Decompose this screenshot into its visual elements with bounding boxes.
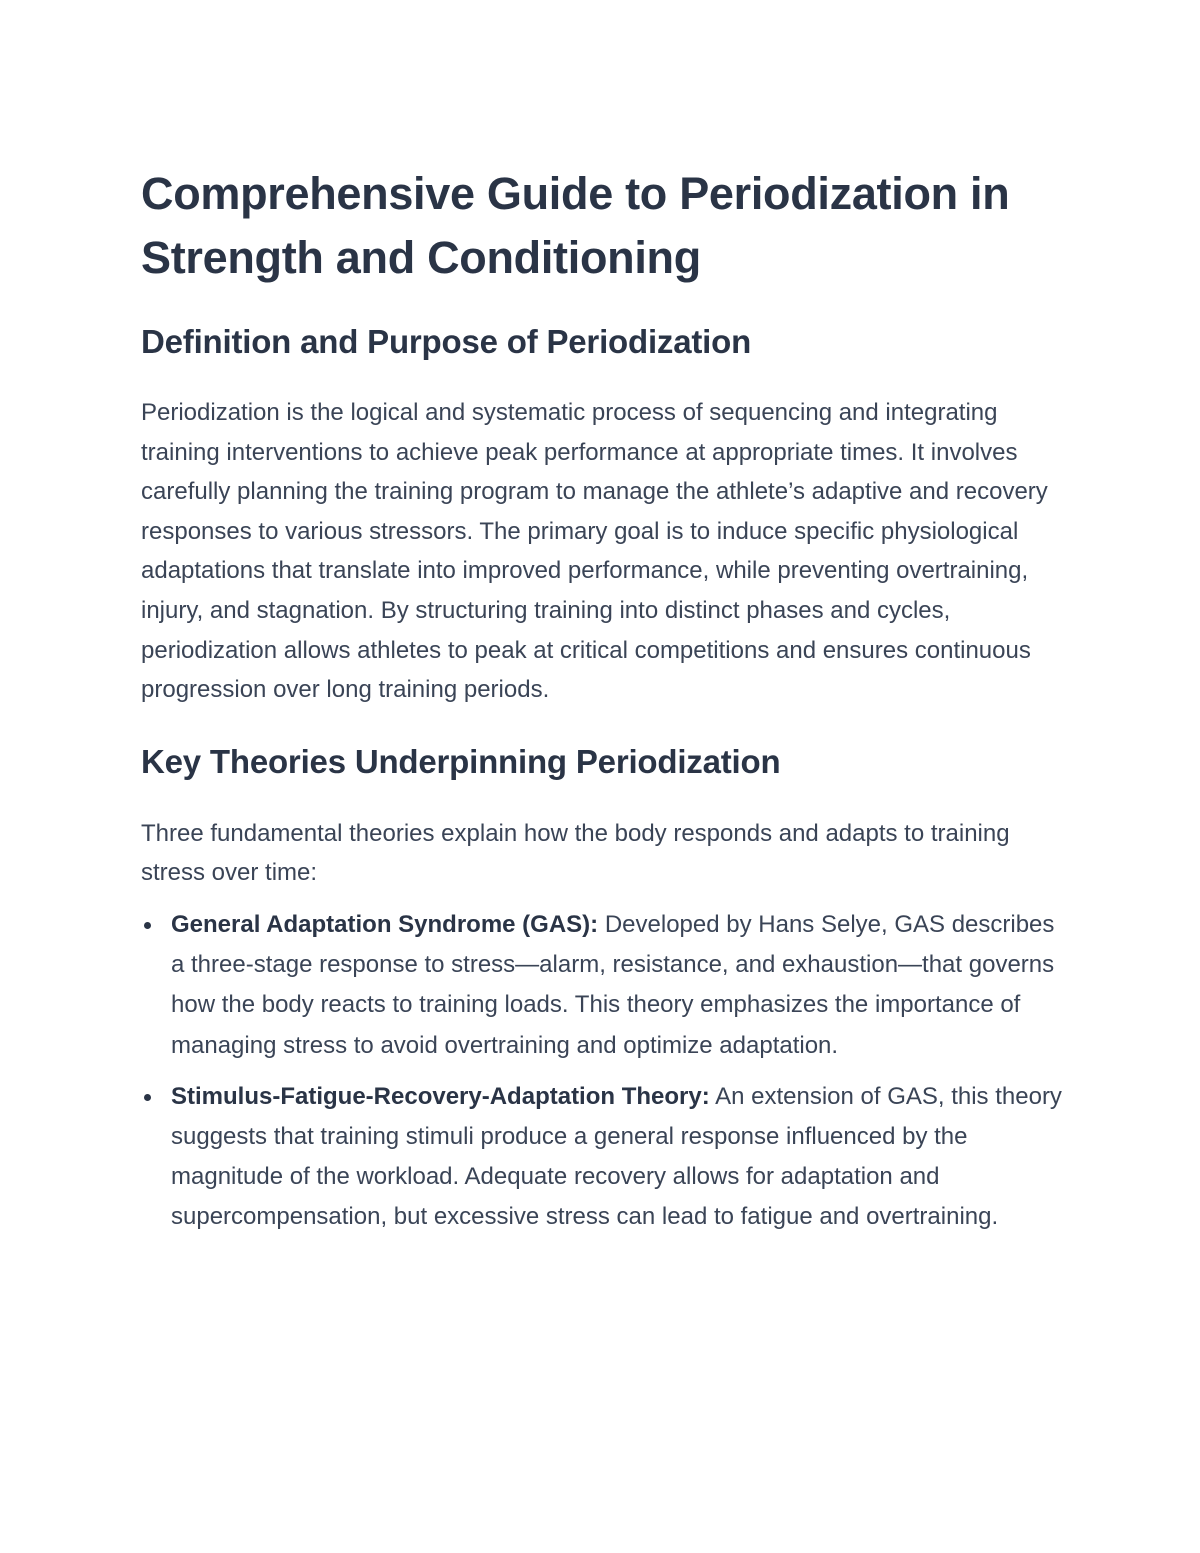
- bullet-dot-icon: [144, 1094, 151, 1101]
- document-title: Comprehensive Guide to Periodization in Strength and Conditioning: [141, 168, 1010, 283]
- theories-bullet-list: [141, 905, 1071, 1238]
- bullet-text: Developed by Hans Selye, GAS describes a three-stage response to stress—alarm, resistance, and exhaustion—that governs how the body reacts to training loads. This theory emphasizes the importance of managing stress to avoid overtraining and optimize adaptation.: [171, 910, 1055, 1059]
- section-heading-definition: Definition and Purpose of Periodization: [141, 323, 752, 360]
- bullet-dot-icon: [144, 922, 151, 929]
- bullet-term: Stimulus-Fatigue-Recovery-Adaptation Theory:: [171, 1082, 710, 1110]
- definition-paragraph: Periodization is the logical and systematic process of sequencing and integrating training interventions to achieve peak performance at appropriate times. It involves carefully planning the training program to manage the athlete’s adaptive and recovery responses to various stressors. The primary goal is to induce specific physiological adaptations that translate into improved performance, while preventing overtraining, injury, and stagnation. By structuring training into distinct phases and cycles, periodization allows athletes to peak at critical competitions and ensures continuous progression over long training periods.: [141, 399, 1048, 704]
- list-item: [141, 905, 1071, 1066]
- document-page: [141, 162, 1071, 1238]
- section-heading-key-theories: Key Theories Underpinning Periodization: [141, 742, 781, 780]
- list-item: [141, 1077, 1071, 1238]
- bullet-term: General Adaptation Syndrome (GAS):: [171, 910, 599, 938]
- bullet-text: An extension of GAS, this theory suggests that training stimuli produce a general response influenced by the magnitude of the workload. Adequate recovery allows for adaptation and supercompensation, but excessive stress can lead to fatigue and overtraining.: [171, 1082, 1062, 1231]
- key-theories-intro-paragraph: Three fundamental theories explain how the body responds and adapts to training stress over time:: [141, 819, 1010, 887]
